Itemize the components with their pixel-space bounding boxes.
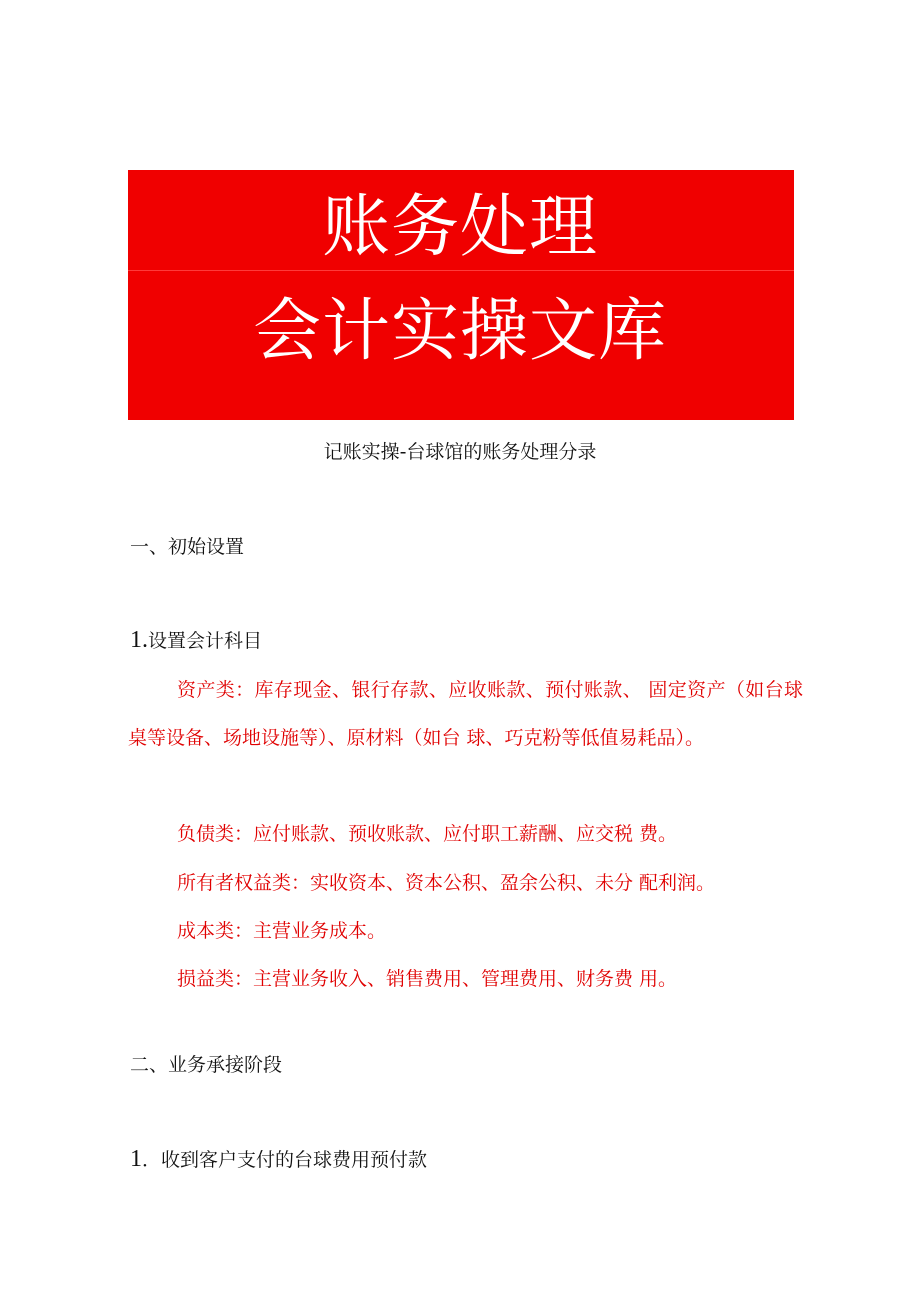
item-title: 设置会计科目 [148, 630, 263, 652]
section-heading-initial-setup: 一、初始设置 [130, 536, 245, 558]
section-heading-business-stage: 二、业务承接阶段 [130, 1054, 283, 1076]
item-number: 1 [130, 1146, 142, 1172]
banner-title-line2: 会计实操文库 [252, 292, 667, 371]
equity-paragraph: 所有者权益类：实收资本、资本公积、盈余公积、未分 配利润。 [177, 872, 716, 894]
item-heading-set-accounts [130, 626, 262, 655]
banner-title-line1: 账务处理 [321, 188, 598, 267]
assets-paragraph: 资产类：库存现金、银行存款、应收账款、预付账款、 固定资产（如台球桌等设备、场地设施等）、原材料（如台 球、巧克粉等低值易耗品）。 [128, 679, 803, 749]
item-title: ．收到客户支付的台球费用预付款 [142, 1149, 428, 1171]
document-title: 记账实操-台球馆的账务处理分录 [323, 441, 597, 463]
profit-loss-paragraph: 损益类：主营业务收入、销售费用、管理费用、财务费 用。 [177, 968, 678, 990]
item-number: 1. [130, 627, 148, 653]
liabilities-paragraph: 负债类：应付账款、预收账款、应付职工薪酬、应交税 费。 [177, 823, 678, 845]
cost-paragraph: 成本类：主营业务成本。 [177, 920, 387, 942]
banner-divider [128, 270, 794, 271]
item-heading-prepayment [130, 1145, 427, 1174]
